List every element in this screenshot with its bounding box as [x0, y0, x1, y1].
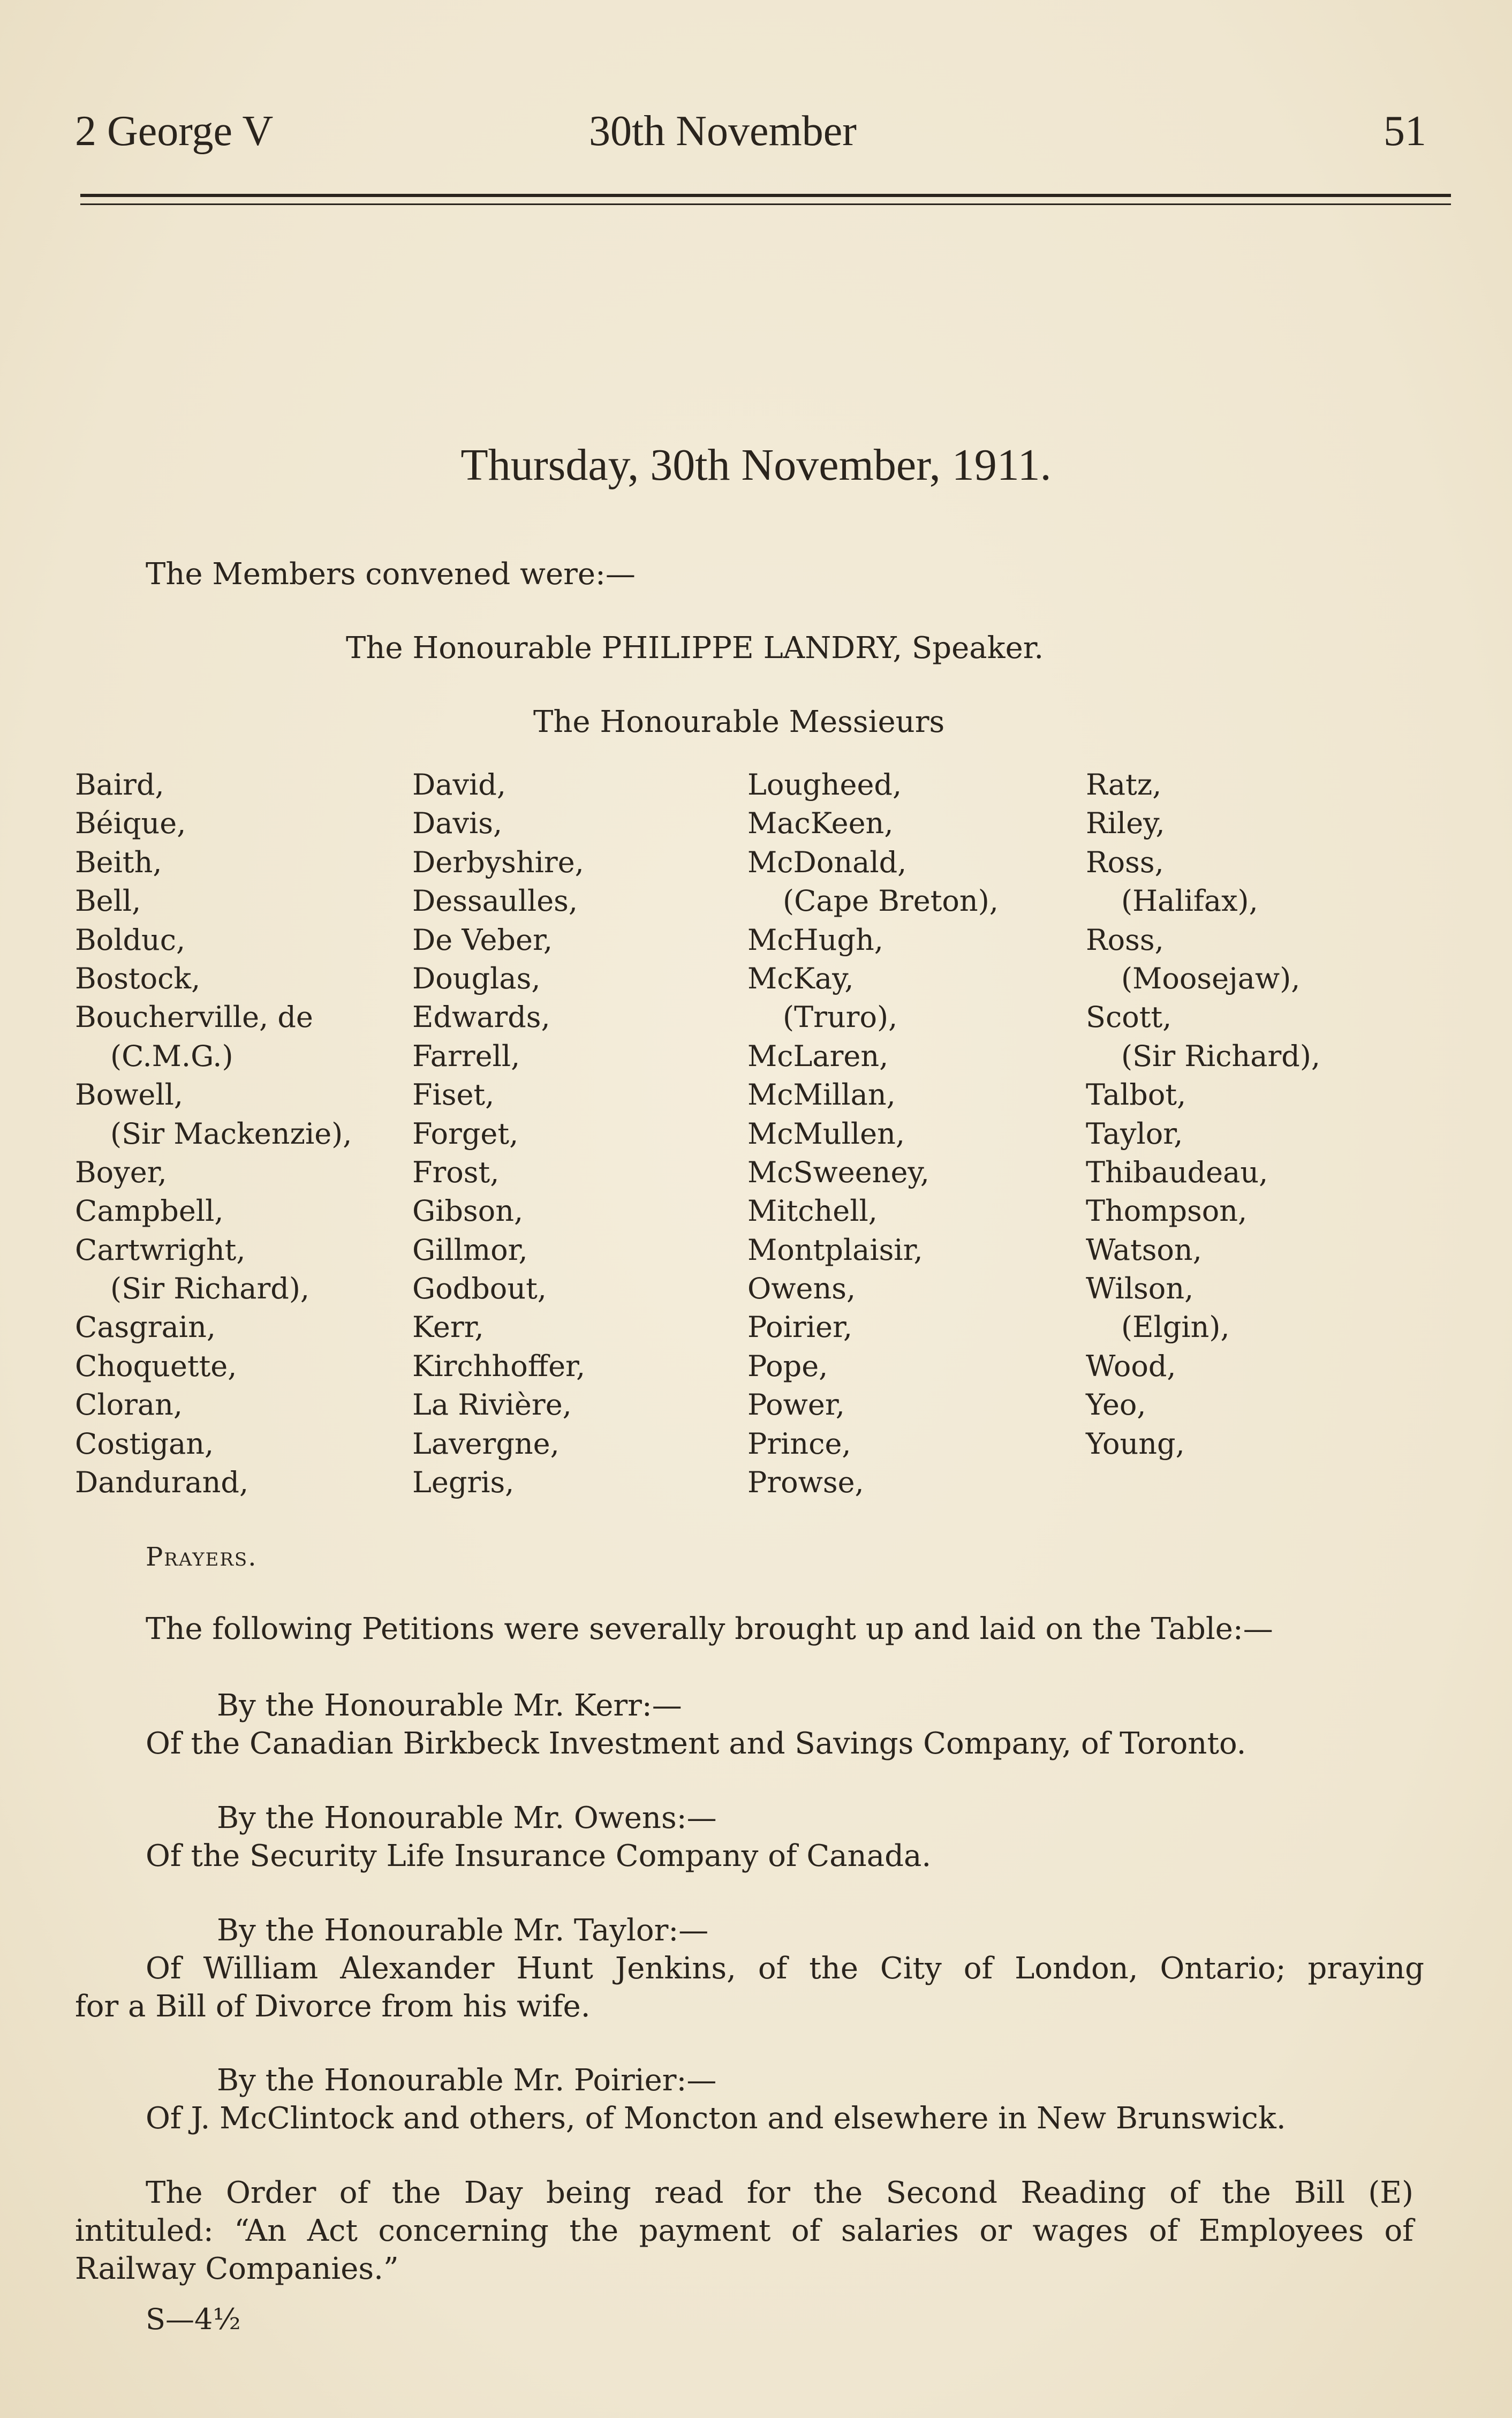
member-name: Power, — [747, 1388, 845, 1422]
member-name: Kerr, — [412, 1310, 484, 1344]
member-name: Dessaulles, — [412, 884, 578, 918]
page-number: 51 — [1384, 108, 1426, 155]
member-name: Pope, — [747, 1349, 828, 1383]
member-name: McLaren, — [747, 1039, 889, 1073]
member-name: Thibaudeau, — [1086, 1155, 1268, 1189]
member-name: Owens, — [747, 1272, 856, 1306]
order-of-the-day-paragraph — [75, 2174, 1413, 2288]
member-name: Bowell, — [75, 1078, 184, 1112]
member-name: Cartwright, — [75, 1233, 246, 1267]
member-name: Cloran, — [75, 1388, 183, 1422]
petition-presenter: By the Honourable Mr. Owens:— — [217, 1801, 717, 1835]
petitions-intro: The following Petitions were severally brought up and laid on the Table:— — [146, 1612, 1273, 1646]
member-name: Watson, — [1086, 1233, 1202, 1267]
member-name: Costigan, — [75, 1426, 214, 1461]
member-name: Wilson, — [1086, 1272, 1194, 1306]
member-name: Campbell, — [75, 1194, 224, 1228]
member-name: Bostock, — [75, 961, 201, 995]
member-name: McMillan, — [747, 1078, 896, 1112]
member-name: Ratz, — [1086, 768, 1162, 802]
member-name: Yeo, — [1086, 1388, 1146, 1422]
member-name: Ross, — [1086, 923, 1164, 957]
members-column-3 — [747, 766, 999, 1502]
member-name: McDonald, — [747, 845, 907, 879]
member-name: Legris, — [412, 1465, 515, 1500]
member-name: Choquette, — [75, 1349, 237, 1383]
member-name: Derbyshire, — [412, 845, 584, 879]
member-qualifier: (Sir Mackenzie), — [110, 1116, 352, 1151]
member-name: Baird, — [75, 768, 164, 802]
member-name: Davis, — [412, 806, 503, 841]
petition-2 — [75, 1799, 1424, 1875]
sitting-date-title: Thursday, 30th November, 1911. — [460, 440, 1052, 490]
member-name: McHugh, — [747, 923, 883, 957]
member-name: Beith, — [75, 845, 162, 879]
member-qualifier: (Moosejaw), — [1121, 961, 1301, 995]
messieurs-heading: The Honourable Messieurs — [533, 705, 945, 739]
member-name: Boyer, — [75, 1155, 167, 1189]
speaker-line: The Honourable PHILIPPE LANDRY, Speaker. — [346, 631, 1044, 666]
member-qualifier: (C.M.G.) — [110, 1039, 233, 1073]
member-name: Fiset, — [412, 1078, 495, 1112]
member-name: Thompson, — [1086, 1194, 1248, 1228]
member-name: Ross, — [1086, 845, 1164, 879]
petition-4 — [75, 2061, 1424, 2137]
prayers-heading: Prayers. — [146, 1542, 258, 1572]
member-name: Taylor, — [1086, 1116, 1183, 1151]
member-name: McSweeney, — [747, 1155, 929, 1189]
header-date: 30th November — [589, 108, 857, 155]
members-column-2 — [412, 766, 585, 1502]
member-name: Lavergne, — [412, 1426, 560, 1461]
member-name: Talbot, — [1086, 1078, 1186, 1112]
member-name: Edwards, — [412, 1000, 550, 1034]
member-name: Bolduc, — [75, 923, 186, 957]
petition-petitioner: Of the Security Life Insurance Company of Canada. — [146, 1839, 932, 1873]
order-line-1: The Order of the Day being read for the Second Reading of the Bill (E) — [146, 2175, 1413, 2210]
petition-petitioner: Of J. McClintock and others, of Moncton and elsewhere in New Brunswick. — [146, 2101, 1286, 2136]
member-name: David, — [412, 768, 506, 802]
signature-mark: S—4½ — [146, 2302, 241, 2336]
member-name: Godbout, — [412, 1272, 547, 1306]
member-name: Farrell, — [412, 1039, 520, 1073]
petition-petitioner: Of the Canadian Birkbeck Investment and Savings Company, of Toronto. — [146, 1726, 1246, 1761]
member-name: Gillmor, — [412, 1233, 528, 1267]
petition-petitioner: Of William Alexander Hunt Jenkins, of the City of London, Ontario; praying — [146, 1951, 1424, 1986]
petition-3 — [75, 1911, 1424, 2026]
member-name: Forget, — [412, 1116, 519, 1151]
member-name: Scott, — [1086, 1000, 1172, 1034]
member-name: McKay, — [747, 961, 854, 995]
member-name: Young, — [1086, 1426, 1185, 1461]
member-qualifier: (Truro), — [783, 1000, 898, 1034]
member-name: Prince, — [747, 1426, 851, 1461]
member-qualifier: (Sir Richard), — [110, 1272, 310, 1306]
order-line-3: Railway Companies.” — [75, 2251, 399, 2286]
member-name: De Veber, — [412, 923, 553, 957]
member-qualifier: (Sir Richard), — [1121, 1039, 1321, 1073]
member-name: Boucherville, de — [75, 1000, 313, 1034]
member-name: McMullen, — [747, 1116, 905, 1151]
member-name: Lougheed, — [747, 768, 902, 802]
members-column-4 — [1086, 766, 1320, 1463]
header-rule-thick — [80, 194, 1451, 197]
petition-presenter: By the Honourable Mr. Taylor:— — [217, 1913, 709, 1948]
member-name: Bell, — [75, 884, 141, 918]
member-name: Béique, — [75, 806, 186, 841]
member-qualifier: (Elgin), — [1121, 1310, 1230, 1344]
regnal-year: 2 George V — [75, 108, 274, 155]
members-column-1 — [75, 766, 352, 1502]
petition-1 — [75, 1687, 1424, 1763]
member-name: Dandurand, — [75, 1465, 249, 1500]
member-qualifier: (Cape Breton), — [783, 884, 999, 918]
member-name: Riley, — [1086, 806, 1165, 841]
member-name: Mitchell, — [747, 1194, 878, 1228]
members-list — [75, 766, 1510, 1515]
order-line-2: intituled: “An Act concerning the payment of salaries or wages of Employees of — [75, 2213, 1413, 2248]
header-rule-thin — [80, 203, 1451, 205]
member-name: Kirchhoffer, — [412, 1349, 586, 1383]
petition-presenter: By the Honourable Mr. Poirier:— — [217, 2063, 717, 2098]
member-name: Douglas, — [412, 961, 541, 995]
member-name: Frost, — [412, 1155, 500, 1189]
member-name: Wood, — [1086, 1349, 1176, 1383]
member-name: Casgrain, — [75, 1310, 216, 1344]
petition-presenter: By the Honourable Mr. Kerr:— — [217, 1688, 682, 1723]
member-name: Poirier, — [747, 1310, 853, 1344]
petition-petitioner-continued: for a Bill of Divorce from his wife. — [75, 1989, 591, 2024]
running-header — [75, 107, 1437, 166]
member-name: Montplaisir, — [747, 1233, 923, 1267]
members-convened-line: The Members convened were:— — [146, 557, 636, 592]
member-qualifier: (Halifax), — [1121, 884, 1258, 918]
member-name: La Rivière, — [412, 1388, 572, 1422]
member-name: MacKeen, — [747, 806, 894, 841]
member-name: Gibson, — [412, 1194, 524, 1228]
member-name: Prowse, — [747, 1465, 864, 1500]
